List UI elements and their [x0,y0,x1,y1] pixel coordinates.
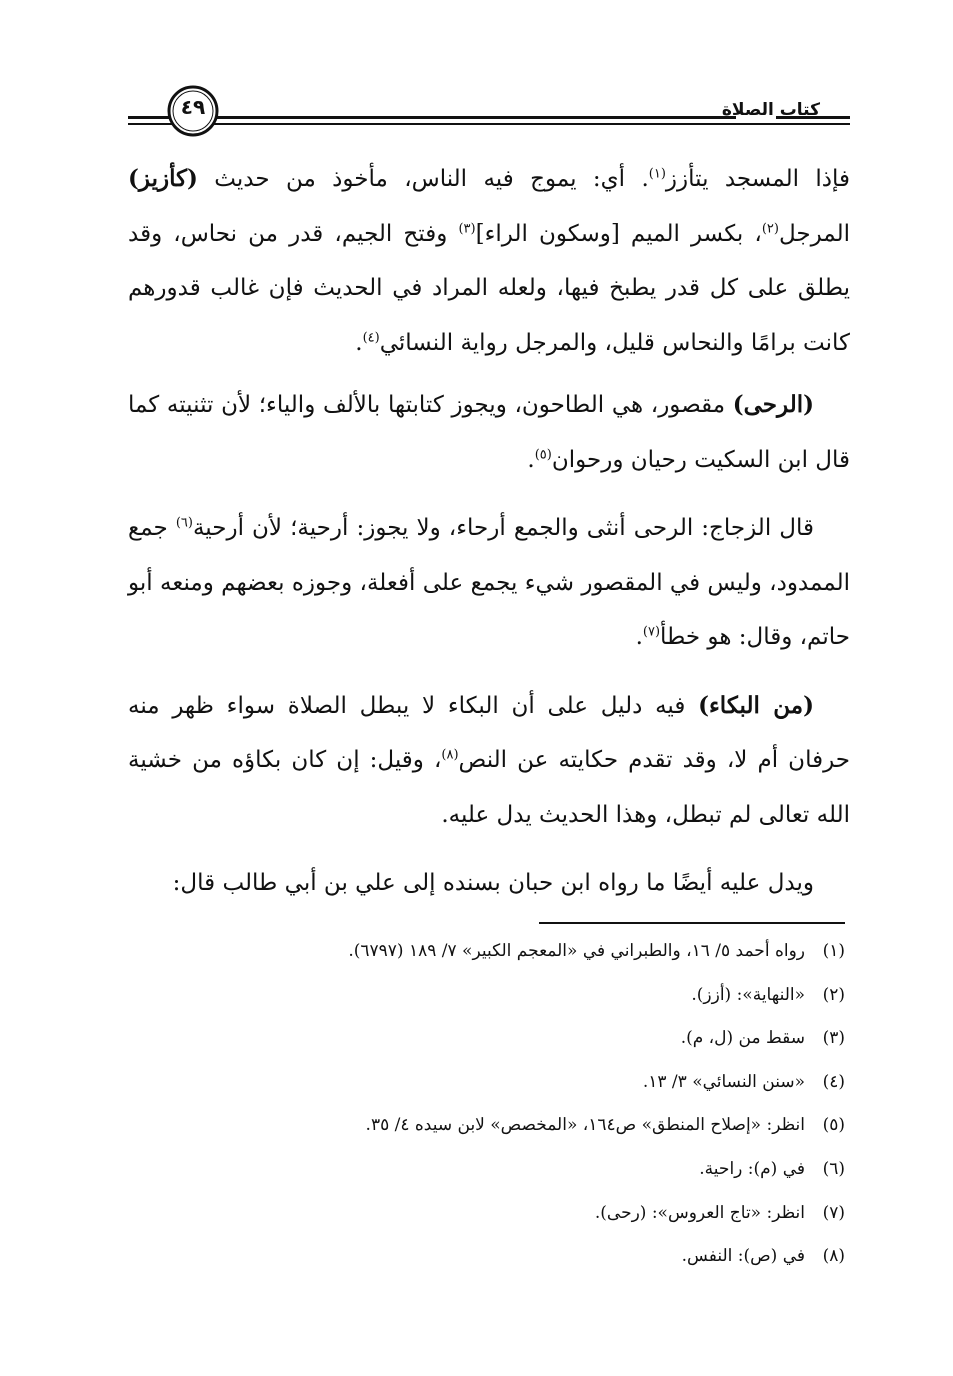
footnote-number: (٦) [822,1158,845,1179]
text: فإذا المسجد يتأزز [665,166,851,192]
keyword: (الرحى) [732,391,814,418]
footnote-ref-1[interactable]: (١) [648,166,666,182]
footnote-separator [539,922,845,924]
header-rule-bottom [128,123,850,125]
chapter-title: كتاب الصلاة [721,100,820,120]
text: . [527,446,535,473]
running-header [128,82,850,140]
text: ، وقيل: إن كان بكاؤه من خشية الله تعالى لم تبطل، وهذا الحديث يدل عليه. [128,747,850,828]
text: ، بكسر الميم [وسكون الراء] [475,220,762,247]
footnote-number: (٨) [822,1246,845,1267]
footnote-6 [205,1148,845,1192]
keyword: (من البكاء) [698,691,815,719]
footnotes [205,930,845,1279]
text: قال الزجاج: الرحى أنثى والجمع أرحاء، ولا يجوز: أرحية؛ لأن أرحية [192,515,814,541]
main-text [128,152,850,925]
text: جمع الممدود، وليس في المقصور شيء يجمع على أفعلة، وجوزه بعضهم ومنعه أبو حاتم، وقال: هو خطأ [128,515,850,650]
footnote-ref-3[interactable]: (٣) [458,220,476,236]
footnote-ref-6[interactable]: (٦) [175,515,193,531]
footnote-2 [205,974,845,1018]
footnote-number: (٤) [822,1071,845,1092]
footnote-number: (٣) [822,1028,845,1049]
footnote-text: انظر: «إصلاح المنطق» ص١٦٤، «المخصص» لابن سيده ٤/ ٣٥. [365,1115,805,1136]
paragraph-5 [128,856,850,911]
text: فيه دليل على أن البكاء لا يبطل الصلاة سواء ظهر منه حرفان أم لا، وقد تقدم حكايته عن النص [128,692,850,773]
footnote-5 [205,1104,845,1148]
footnote-text: في (م): راحية. [699,1158,805,1179]
footnote-8 [205,1235,845,1279]
footnote-number: (٧) [822,1202,845,1223]
footnote-1 [205,930,845,974]
footnote-4 [205,1061,845,1105]
footnote-ref-4[interactable]: (٤) [362,329,380,345]
paragraph-2 [128,378,850,487]
keyword: (كأزيز) [128,165,198,192]
text: . [355,329,363,356]
footnote-text: «سنن النسائي» ٣/ ١٣. [642,1071,805,1092]
footnote-text: في (ص): النفس. [681,1246,805,1267]
footnote-text: رواه أحمد ٥/ ١٦، والطبراني في «المعجم الكبير» ٧/ ١٨٩ (٦٧٩٧). [348,941,805,961]
footnote-text: انظر: «تاج العروس»: (رحى). [594,1202,805,1223]
text: . [635,624,643,650]
footnote-ref-8[interactable]: (٨) [441,747,459,763]
text: ويدل عليه أيضًا ما رواه ابن حبان بسنده إلى علي بن أبي طالب قال: [172,870,814,896]
footnote-text: «النهاية»: (أزز). [691,984,805,1005]
text: وفتح الجيم، قدر من نحاس، وقد يطلق على كل قدر يطبخ فيها، ولعله المراد في الحديث فإن غالب قدورهم كانت برامًا والنحاس قليل، والمرجل رواية النسائي [128,220,850,356]
footnote-number: (٥) [822,1115,845,1136]
page-number: ٤٩ [180,95,206,119]
footnote-ref-5[interactable]: (٥) [534,446,552,462]
footnote-3 [205,1017,845,1061]
text: مقصور، هي الطاحون، ويجوز كتابتها بالألف والياء؛ لأن تثنيته كما قال ابن السكيت رحيان ورحوان [128,392,850,473]
footnote-number: (١) [822,941,845,961]
text: المرجل [778,220,851,247]
paragraph-4 [128,679,850,843]
paragraph-3 [128,501,850,665]
footnote-number: (٢) [822,984,845,1005]
text: . أي: يموج فيه الناس، مأخوذ من حديث [197,166,649,192]
footnote-text: سقط من (ل، م). [680,1028,805,1049]
paragraph-1 [128,152,850,370]
footnote-ref-7[interactable]: (٧) [642,624,661,640]
footnote-7 [205,1192,845,1236]
footnote-ref-2[interactable]: (٢) [761,220,779,236]
